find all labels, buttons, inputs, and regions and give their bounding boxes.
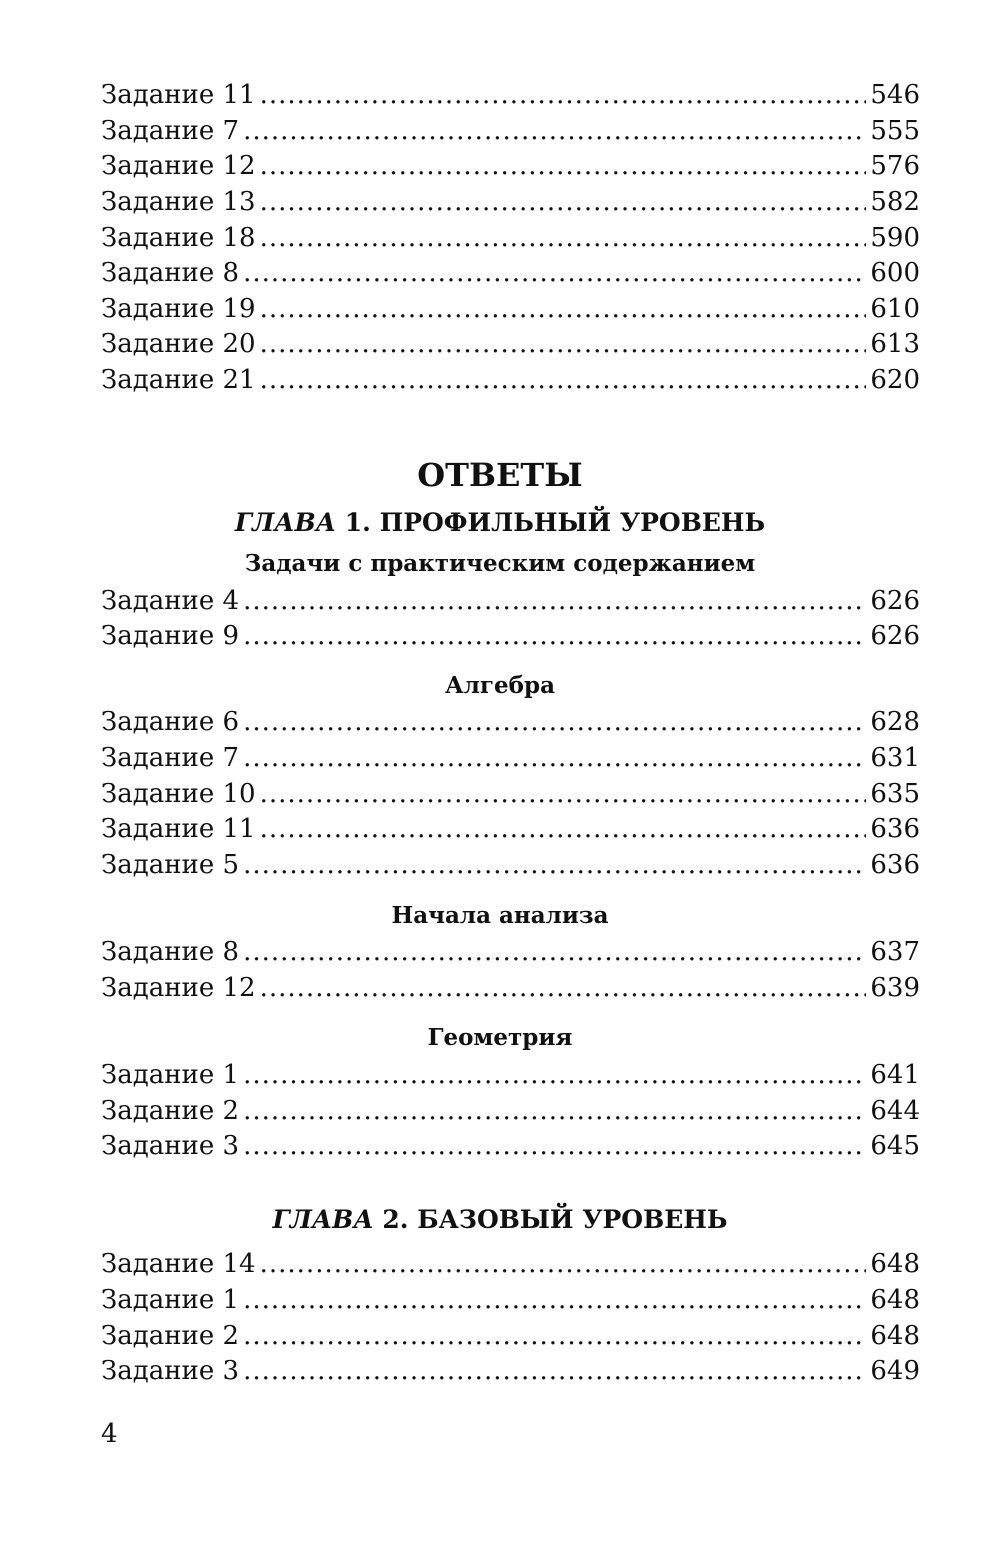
leader-dots	[243, 740, 866, 776]
toc-entry-label: Задание 11	[101, 80, 256, 110]
toc-entry	[101, 1353, 920, 1389]
toc-entry-label: Задание 8	[101, 258, 240, 288]
toc-entry	[101, 1093, 920, 1129]
toc-entry-page: 636	[870, 850, 920, 880]
toc-entry-page: 626	[870, 586, 920, 616]
toc-entry-page: 628	[870, 707, 920, 737]
toc-entry-label: Задание 4	[101, 586, 240, 616]
toc-entry	[101, 740, 920, 776]
toc-entry-page: 645	[870, 1131, 920, 1161]
leader-dots	[243, 255, 866, 291]
leader-dots	[243, 583, 866, 619]
toc-entry-label: Задание 3	[101, 1356, 240, 1386]
toc-entry-page: 644	[870, 1096, 920, 1126]
toc-entry-page: 582	[870, 187, 920, 217]
toc-entry-page: 546	[870, 80, 920, 110]
toc-entry-page: 635	[870, 779, 920, 809]
leader-dots	[243, 1282, 866, 1318]
toc-entry	[101, 255, 920, 291]
toc-entry	[101, 1318, 920, 1354]
answers-heading: ОТВЕТЫ	[417, 456, 583, 494]
page-number: 4	[101, 1419, 118, 1449]
toc-entry	[101, 1246, 920, 1282]
leader-dots	[243, 934, 866, 970]
toc-entry	[101, 326, 920, 362]
section-heading: Геометрия	[427, 1024, 573, 1051]
toc-entry-label: Задание 2	[101, 1321, 240, 1351]
toc-entry-page: 613	[870, 329, 920, 359]
toc-entry-page: 555	[870, 116, 920, 146]
leader-dots	[243, 1353, 866, 1389]
toc-entry-page: 636	[870, 814, 920, 844]
toc-entry-page: 637	[870, 937, 920, 967]
leader-dots	[260, 77, 867, 113]
leader-dots	[260, 811, 867, 847]
toc-entry-label: Задание 3	[101, 1131, 240, 1161]
toc-entry-label: Задание 7	[101, 743, 240, 773]
leader-dots	[243, 1318, 866, 1354]
toc-entry-page: 600	[870, 258, 920, 288]
toc-entry-label: Задание 7	[101, 116, 240, 146]
leader-dots	[260, 184, 867, 220]
toc-entry-label: Задание 2	[101, 1096, 240, 1126]
toc-entry-label: Задание 10	[101, 779, 256, 809]
toc-entry	[101, 1128, 920, 1164]
toc-entry	[101, 1282, 920, 1318]
toc-entry	[101, 148, 920, 184]
leader-dots	[243, 1128, 866, 1164]
leader-dots	[260, 291, 867, 327]
leader-dots	[243, 704, 866, 740]
toc-entry	[101, 1057, 920, 1093]
toc-entry	[101, 970, 920, 1006]
chapter1-title: 1. ПРОФИЛЬНЫЙ УРОВЕНЬ	[336, 508, 766, 537]
toc-entry-page: 576	[870, 151, 920, 181]
leader-dots	[260, 970, 867, 1006]
toc-entry	[101, 291, 920, 327]
section-heading: Начала анализа	[391, 902, 609, 929]
chapter1-prefix: ГЛАВА	[234, 508, 337, 537]
leader-dots	[260, 326, 867, 362]
chapter2-heading	[0, 1203, 1000, 1237]
toc-entry-page: 648	[870, 1249, 920, 1279]
toc-entry	[101, 362, 920, 398]
toc-entry	[101, 704, 920, 740]
leader-dots	[260, 220, 867, 256]
toc-entry	[101, 618, 920, 654]
toc-entry-label: Задание 1	[101, 1285, 240, 1315]
toc-entry	[101, 847, 920, 883]
toc-entry-label: Задание 5	[101, 850, 240, 880]
toc-entry-page: 648	[870, 1321, 920, 1351]
toc-entry-page: 641	[870, 1060, 920, 1090]
toc-entry-label: Задание 8	[101, 937, 240, 967]
toc-entry-label: Задание 18	[101, 223, 256, 253]
toc-entry-page: 626	[870, 621, 920, 651]
toc-entry-page: 610	[870, 294, 920, 324]
leader-dots	[260, 362, 867, 398]
toc-entry-page: 639	[870, 973, 920, 1003]
toc-entry-label: Задание 11	[101, 814, 256, 844]
chapter1-heading	[0, 506, 1000, 540]
leader-dots	[243, 113, 866, 149]
toc-entry	[101, 184, 920, 220]
leader-dots	[243, 1057, 866, 1093]
toc-entry	[101, 776, 920, 812]
toc-entry-label: Задание 6	[101, 707, 240, 737]
toc-entry-label: Задание 19	[101, 294, 256, 324]
leader-dots	[260, 776, 867, 812]
toc-entry	[101, 811, 920, 847]
toc-entry	[101, 220, 920, 256]
leader-dots	[243, 847, 866, 883]
section-heading: Задачи с практическим содержанием	[244, 550, 756, 577]
leader-dots	[260, 1246, 867, 1282]
toc-entry-page: 649	[870, 1356, 920, 1386]
toc-entry	[101, 77, 920, 113]
toc-entry-label: Задание 9	[101, 621, 240, 651]
toc-entry-label: Задание 21	[101, 365, 256, 395]
leader-dots	[260, 148, 867, 184]
section-heading: Алгебра	[444, 672, 555, 699]
leader-dots	[243, 1093, 866, 1129]
toc-entry	[101, 113, 920, 149]
toc-entry-page: 631	[870, 743, 920, 773]
toc-entry-page: 620	[870, 365, 920, 395]
toc-entry-label: Задание 13	[101, 187, 256, 217]
toc-entry-label: Задание 20	[101, 329, 256, 359]
chapter2-title: 2. БАЗОВЫЙ УРОВЕНЬ	[373, 1205, 728, 1234]
toc-entry-page: 590	[870, 223, 920, 253]
toc-entry	[101, 583, 920, 619]
toc-entry-label: Задание 14	[101, 1249, 256, 1279]
toc-entry-label: Задание 12	[101, 151, 256, 181]
toc-entry-page: 648	[870, 1285, 920, 1315]
chapter2-prefix: ГЛАВА	[272, 1205, 374, 1234]
toc-entry	[101, 934, 920, 970]
leader-dots	[243, 618, 866, 654]
toc-entry-label: Задание 1	[101, 1060, 240, 1090]
toc-entry-label: Задание 12	[101, 973, 256, 1003]
